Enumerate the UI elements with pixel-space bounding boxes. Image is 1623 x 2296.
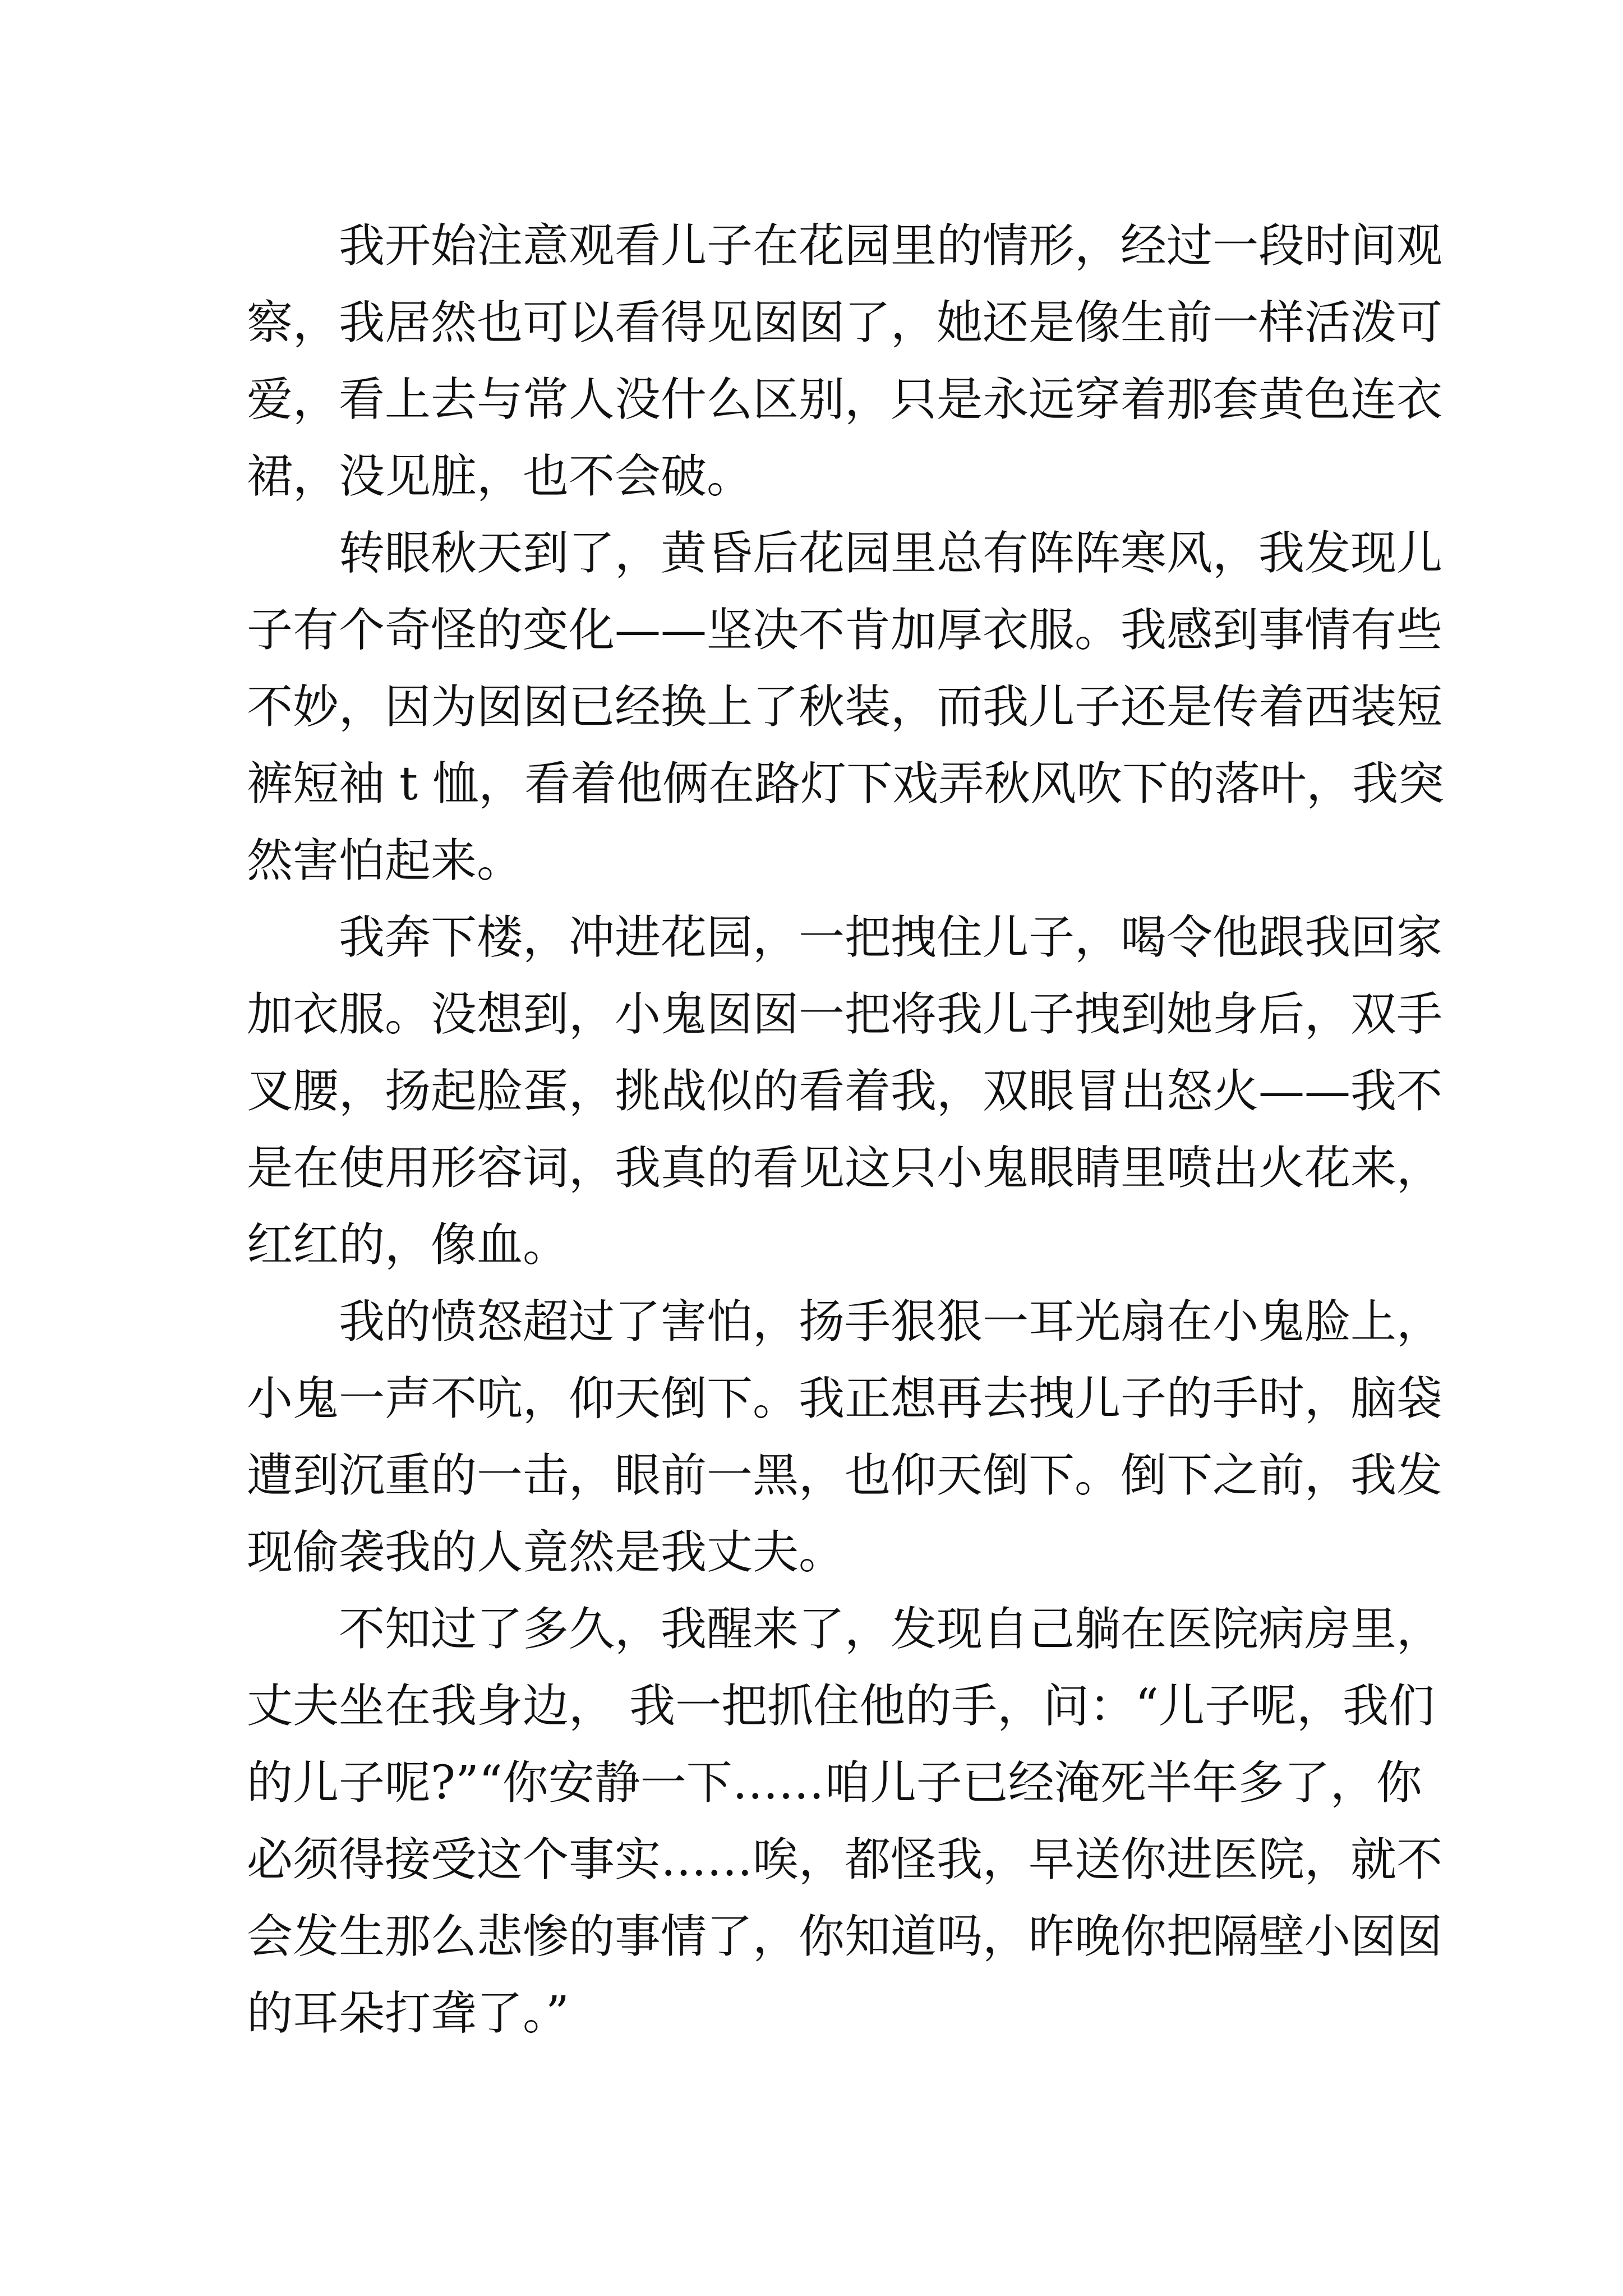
text-line: 是在使用形容词，我真的看见这只小鬼眼睛里喷出火花来， [247,1142,1443,1195]
text-line: 遭到沉重的一击，眼前一黑，也仰天倒下。倒下之前，我发 [247,1449,1443,1502]
text-line: 的儿子呢?”“你安静一下……咱儿子已经淹死半年多了，你 [247,1756,1422,1810]
text-line: 加衣服。没想到，小鬼囡囡一把将我儿子拽到她身后，双手 [247,988,1443,1041]
text-line: 红红的，像血。 [247,1218,569,1272]
text-line: 我开始注意观看儿子在花园里的情形，经过一段时间观 [339,219,1443,273]
text-line: 小鬼一声不吭，仰天倒下。我正想再去拽儿子的手时，脑袋 [247,1372,1443,1425]
text-line: 必须得接受这个事实……唉，都怪我，早送你进医院，就不 [247,1833,1443,1887]
text-line: 丈夫坐在我身边， 我一把抓住他的手，问：“儿子呢，我们 [247,1680,1435,1733]
text-line: 裤短袖 t 恤，看着他俩在路灯下戏弄秋风吹下的落叶，我突 [247,757,1445,811]
text-line: 我奔下楼，冲进花园，一把拽住儿子，喝令他跟我回家 [339,911,1443,964]
text-line: 不妙，因为囡囡已经换上了秋装，而我儿子还是传着西装短 [247,680,1443,734]
text-line: 子有个奇怪的变化——坚决不肯加厚衣服。我感到事情有些 [247,604,1443,657]
text-line: 裙，没见脏，也不会破。 [247,450,753,503]
body-text [247,208,1445,2052]
text-line: 叉腰，扬起脸蛋，挑战似的看着我，双眼冒出怒火——我不 [247,1065,1443,1118]
text-line: 的耳朵打聋了。” [247,1987,569,2040]
text-line: 不知过了多久，我醒来了，发现自己躺在医院病房里， [339,1603,1443,1656]
text-line: 察，我居然也可以看得见囡囡了，她还是像生前一样活泼可 [247,296,1443,349]
text-line: 会发生那么悲惨的事情了，你知道吗，昨晚你把隔壁小囡囡 [247,1910,1443,1963]
text-line: 现偷袭我的人竟然是我丈夫。 [247,1526,845,1579]
text-line: 我的愤怒超过了害怕，扬手狠狠一耳光扇在小鬼脸上， [339,1295,1443,1349]
text-line: 爱，看上去与常人没什么区别，只是永远穿着那套黄色连衣 [247,373,1443,426]
text-line: 然害怕起来。 [247,834,523,887]
text-line: 转眼秋天到了，黄昏后花园里总有阵阵寒风，我发现儿 [339,527,1443,580]
